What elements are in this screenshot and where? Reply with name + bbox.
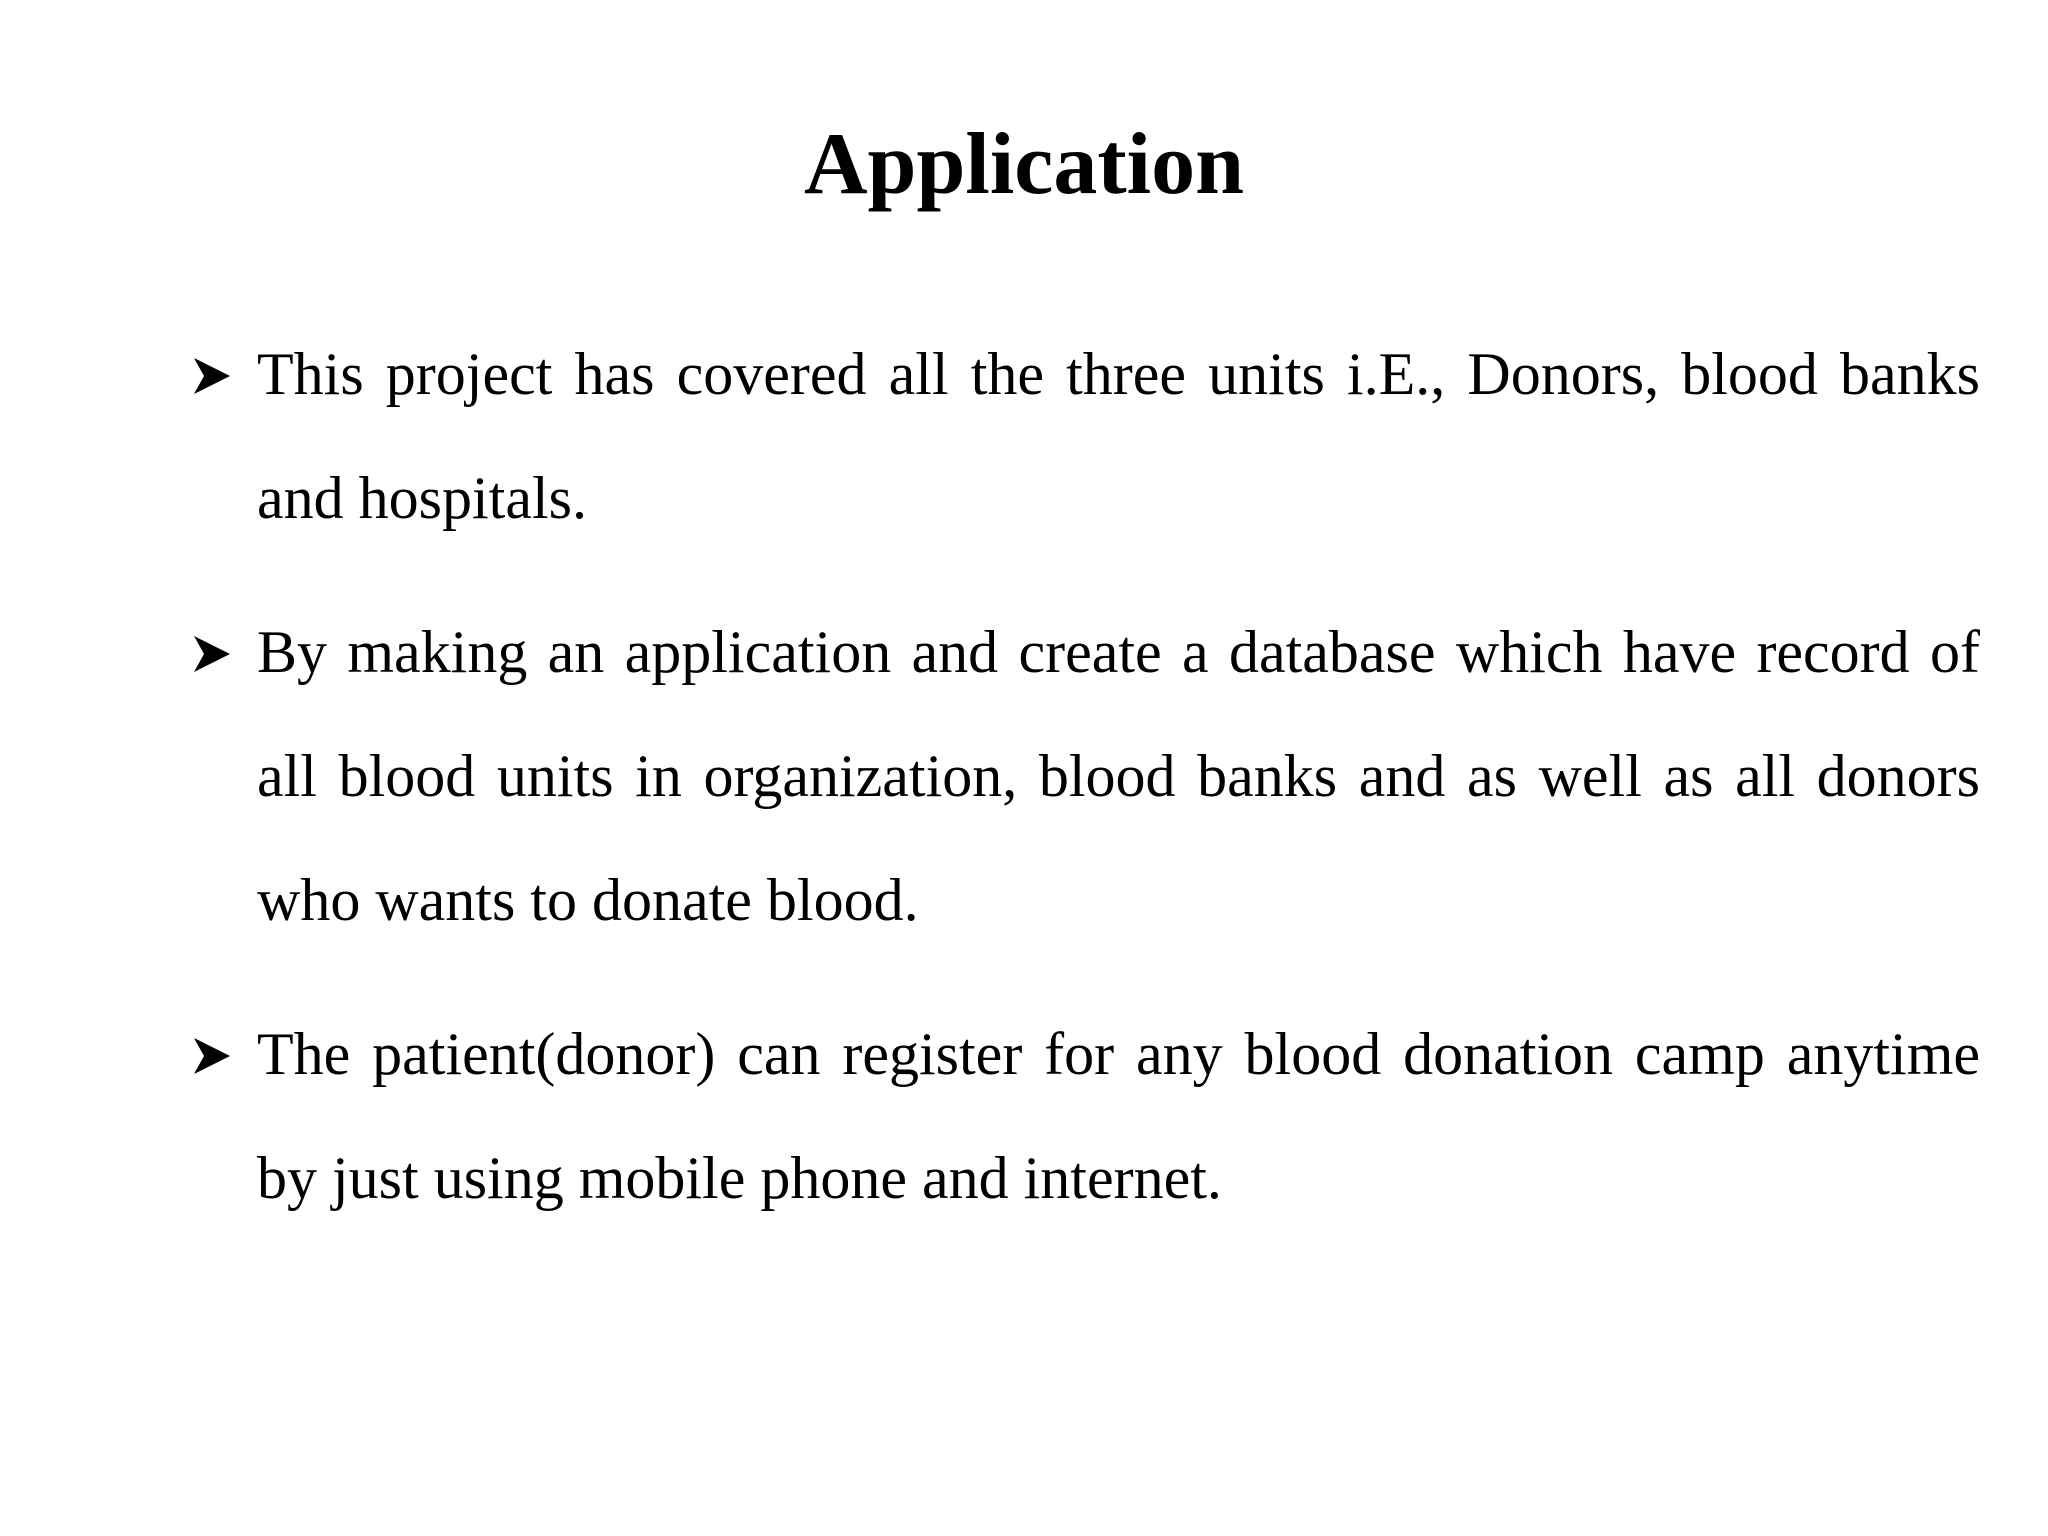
bullet-item [190,992,1980,1240]
bullet-list [190,312,1980,1270]
arrow-bullet-icon [190,992,250,1116]
bullet-item [190,312,1980,560]
bullet-text: By making an application and create a database which have record of all blood units in organization, blood banks and as well as all donors who wants to donate blood. [257,619,1980,933]
slide-title: Application [803,116,1245,213]
bullet-text: The patient(donor) can register for any blood donation camp anytime by just using mobile phone and internet. [257,1021,1980,1211]
arrow-bullet-icon [190,312,250,436]
bullet-item [190,590,1980,962]
bullet-text: This project has covered all the three units i.E., Donors, blood banks and hospitals. [257,341,1980,531]
arrow-bullet-icon [190,590,250,714]
